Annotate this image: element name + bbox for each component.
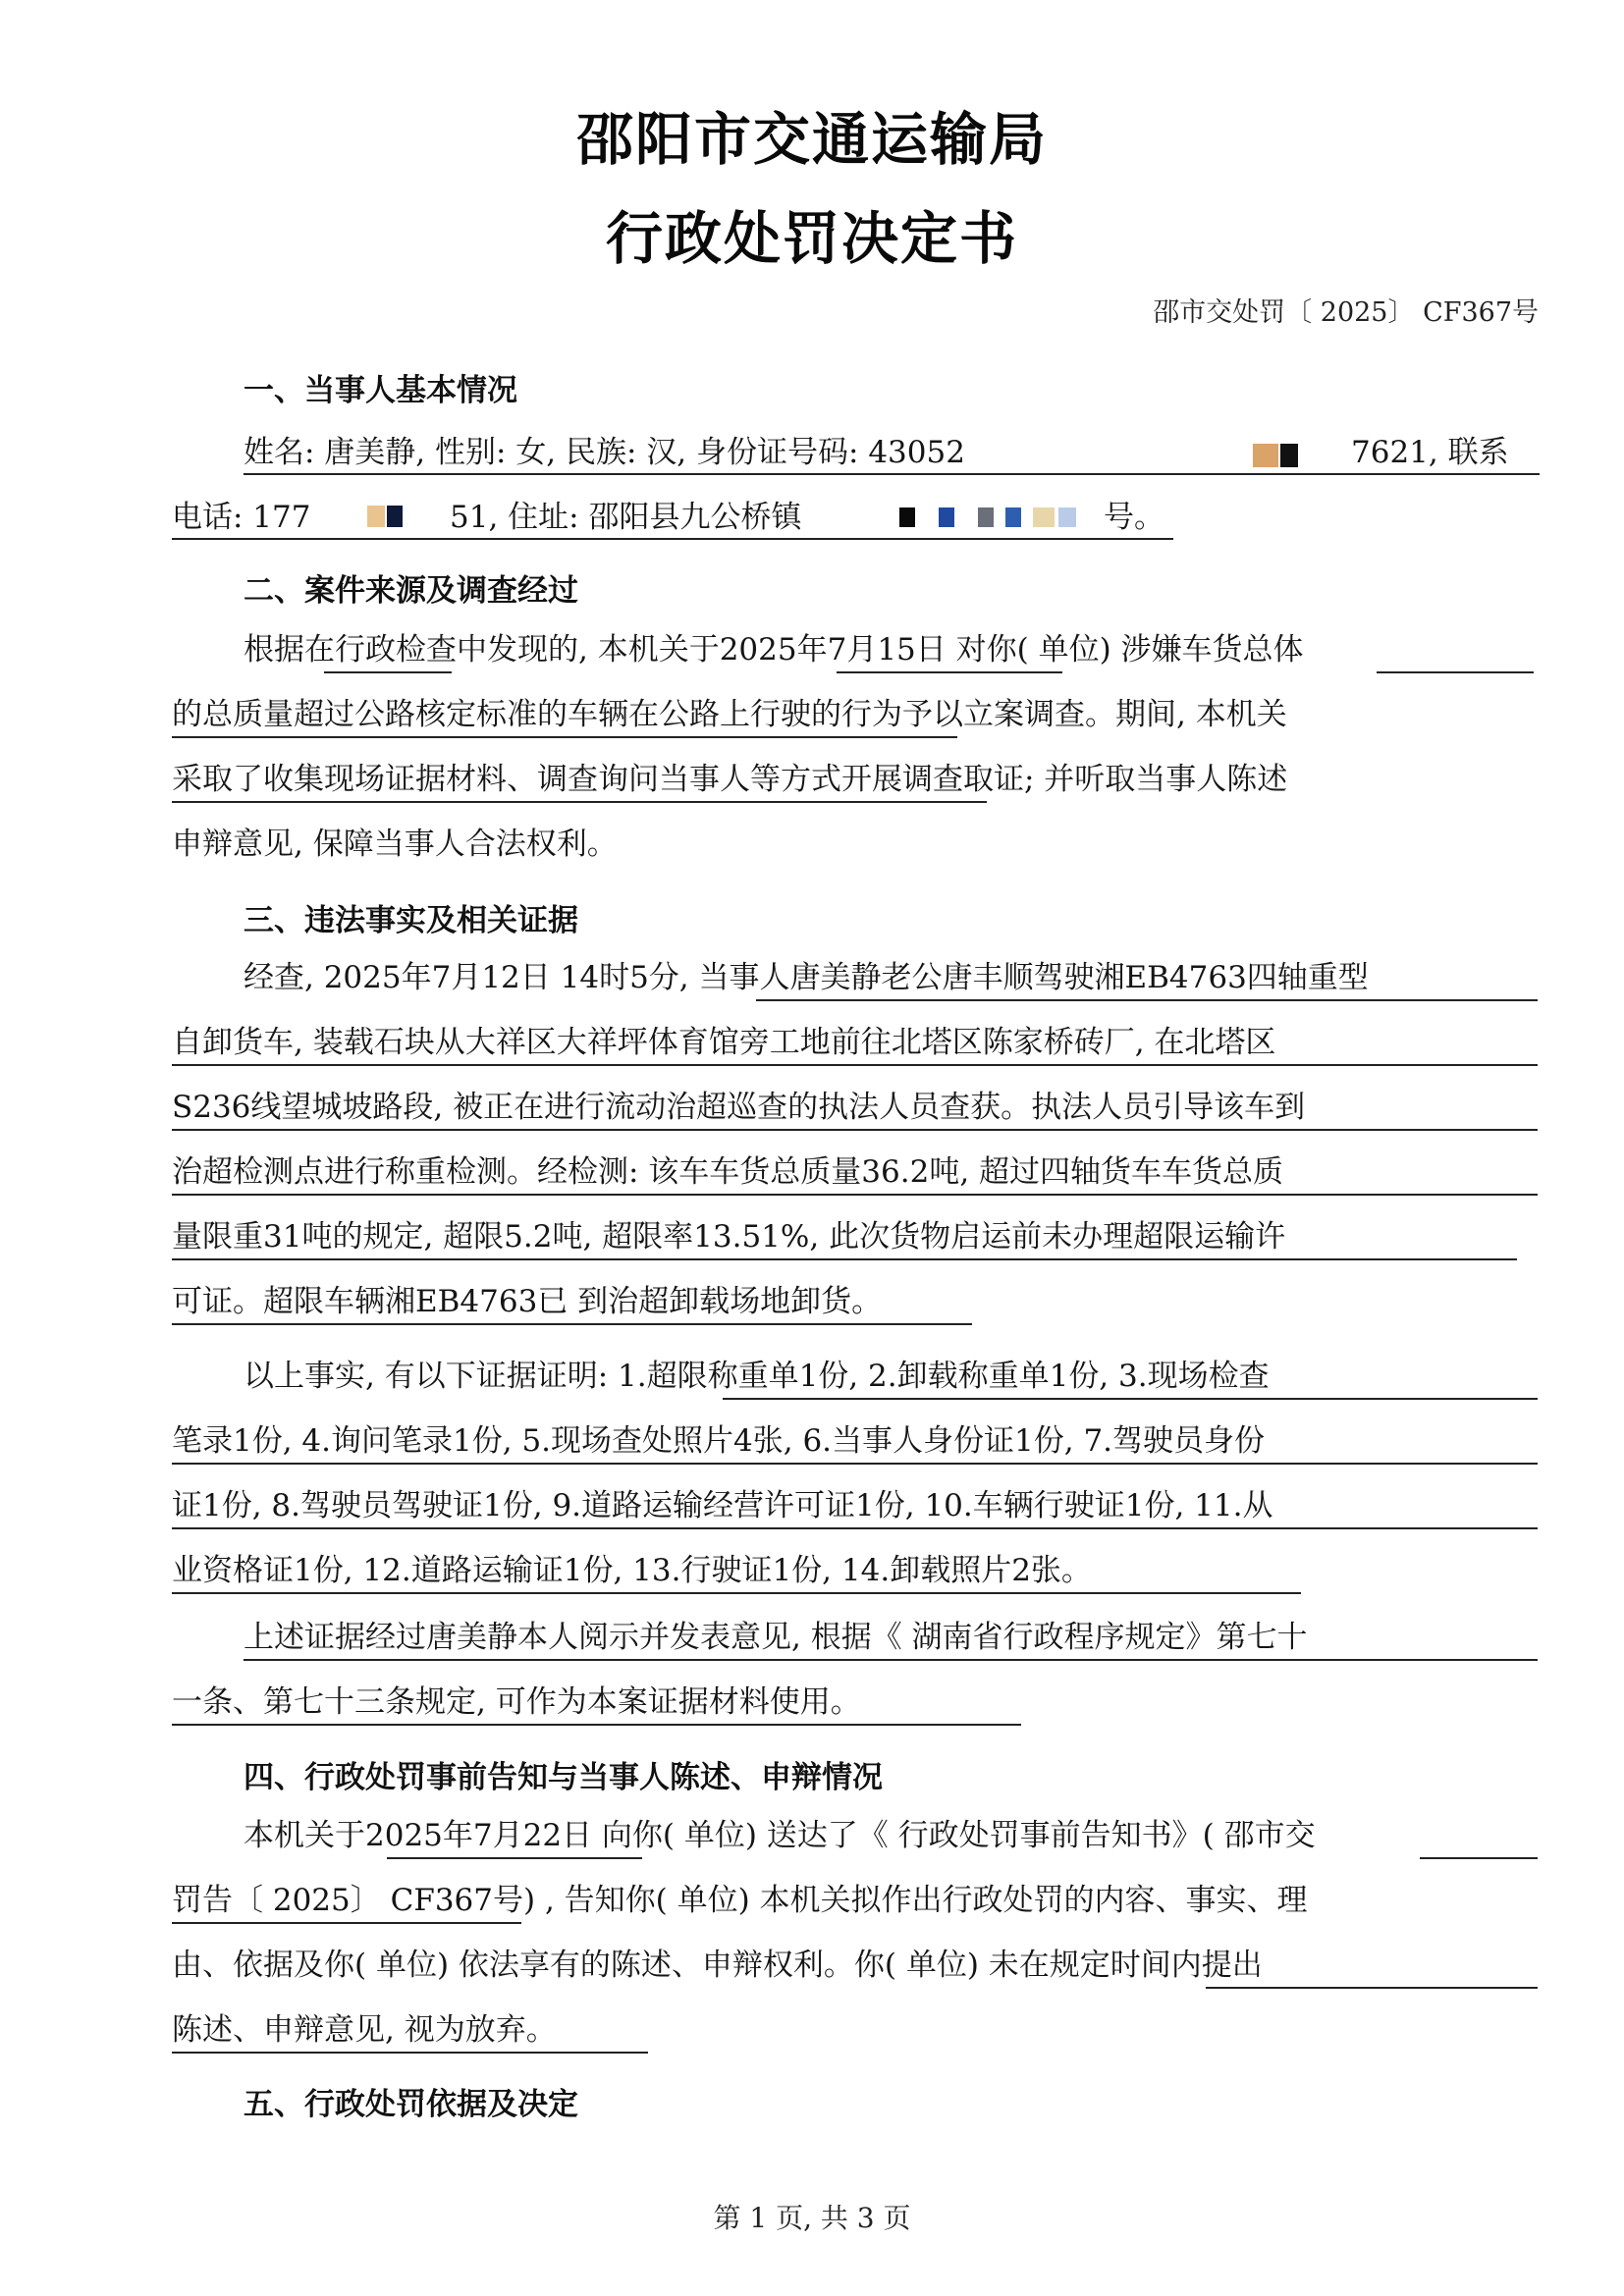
underline	[387, 1857, 642, 1859]
section1-heading: 一、当事人基本情况	[244, 373, 517, 408]
underline	[1206, 1987, 1538, 1989]
underline	[723, 1398, 1538, 1400]
facts-line: 经查, 2025年7月12日 14时5分, 当事人唐美静老公唐丰顺驾驶湘EB4763四轴重型	[244, 960, 1369, 995]
evidence-line: 证1份, 8.驾驶员驾驶证1份, 9.道路运输经营许可证1份, 10.车辆行驶证1份, 11.从	[172, 1488, 1273, 1523]
underline	[1420, 1857, 1538, 1859]
underline	[172, 1194, 1538, 1196]
redaction-block	[1192, 440, 1349, 471]
case-source-line: 根据在行政检查中发现的, 本机关于2025年7月15日 对你( 单位) 涉嫌车货总体	[244, 632, 1304, 667]
case-source-line: 申辩意见, 保障当事人合法权利。	[172, 827, 618, 862]
notice-line: 由、依据及你( 单位) 依法享有的陈述、申辩权利。你( 单位) 未在规定时间内提出	[172, 1948, 1263, 1983]
notice-line: 陈述、申辩意见, 视为放弃。	[172, 2012, 557, 2048]
section3-heading: 三、违法事实及相关证据	[244, 903, 578, 938]
basis-line: 一条、第七十三条规定, 可作为本案证据材料使用。	[172, 1684, 861, 1720]
section2-heading: 二、案件来源及调查经过	[244, 573, 578, 609]
underline	[172, 1463, 1538, 1465]
underline	[837, 671, 1062, 673]
underline	[172, 736, 957, 738]
party-line2b: 51, 住址: 邵阳县九公桥镇	[450, 500, 802, 535]
underline	[172, 801, 987, 803]
facts-line: 量限重31吨的规定, 超限5.2吨, 超限率13.51%, 此次货物启运前未办理超限运输许	[172, 1219, 1286, 1255]
underline	[172, 1323, 972, 1325]
facts-line: 治超检测点进行称重检测。经检测: 该车车货总质量36.2吨, 超过四轴货车车货总质	[172, 1154, 1284, 1190]
facts-line: 可证。超限车辆湘EB4763已 到治超卸载场地卸货。	[172, 1284, 883, 1319]
underline	[244, 1659, 1538, 1661]
document-title: 行政处罚决定书	[605, 205, 1018, 272]
underline	[172, 1527, 1538, 1529]
case-source-line: 的总质量超过公路核定标准的车辆在公路上行驶的行为予以立案调查。期间, 本机关	[172, 697, 1287, 732]
evidence-line: 以上事实, 有以下证据证明: 1.超限称重单1份, 2.卸载称重单1份, 3.现场检查	[244, 1359, 1270, 1394]
underline	[324, 671, 452, 673]
redaction-block	[895, 502, 1102, 533]
underline	[756, 999, 1538, 1001]
notice-line: 本机关于2025年7月22日 向你( 单位) 送达了《 行政处罚事前告知书》( 邵市交	[244, 1818, 1316, 1853]
underline	[172, 1724, 1021, 1726]
notice-line: 罚告〔 2025〕 CF367号) , 告知你( 单位) 本机关拟作出行政处罚的内容、事实、理	[172, 1883, 1308, 1918]
underline	[172, 1064, 1538, 1066]
underline	[172, 1129, 1538, 1131]
evidence-line: 笔录1份, 4.询问笔录1份, 5.现场查处照片4张, 6.当事人身份证1份, 7.驾驶员身份	[172, 1423, 1266, 1459]
page-footer: 第 1 页, 共 3 页	[713, 2202, 911, 2234]
case-source-line: 采取了收集现场证据材料、调查询问当事人等方式开展调查取证; 并听取当事人陈述	[172, 762, 1288, 797]
underline	[1377, 671, 1534, 673]
section4-heading: 四、行政处罚事前告知与当事人陈述、申辩情况	[244, 1760, 883, 1795]
document-number: 邵市交处罚〔 2025〕 CF367号	[1153, 297, 1539, 328]
section5-heading: 五、行政处罚依据及决定	[244, 2087, 578, 2122]
party-line2c: 号。	[1104, 500, 1164, 535]
underline	[172, 1922, 521, 1924]
facts-line: 自卸货车, 装载石块从大祥区大祥坪体育馆旁工地前往北塔区陈家桥砖厂, 在北塔区	[172, 1025, 1276, 1060]
facts-line: S236线望城坡路段, 被正在进行流动治超巡查的执法人员查获。执法人员引导该车到	[172, 1090, 1306, 1125]
evidence-line: 业资格证1份, 12.道路运输证1份, 13.行驶证1份, 14.卸载照片2张。	[172, 1553, 1092, 1588]
party-line2a: 电话: 177	[172, 500, 311, 535]
underline	[172, 1258, 1517, 1260]
party-line1a: 姓名: 唐美静, 性别: 女, 民族: 汉, 身份证号码: 43052	[244, 435, 965, 470]
basis-line: 上述证据经过唐美静本人阅示并发表意见, 根据《 湖南省行政程序规定》第七十	[244, 1620, 1308, 1655]
underline	[172, 538, 1173, 540]
redaction-block	[355, 502, 454, 533]
agency-title: 邵阳市交通运输局	[575, 106, 1048, 173]
underline	[172, 2052, 648, 2054]
underline	[172, 1592, 1301, 1594]
party-line1b: 7621, 联系	[1351, 435, 1509, 470]
underline	[244, 473, 1540, 475]
